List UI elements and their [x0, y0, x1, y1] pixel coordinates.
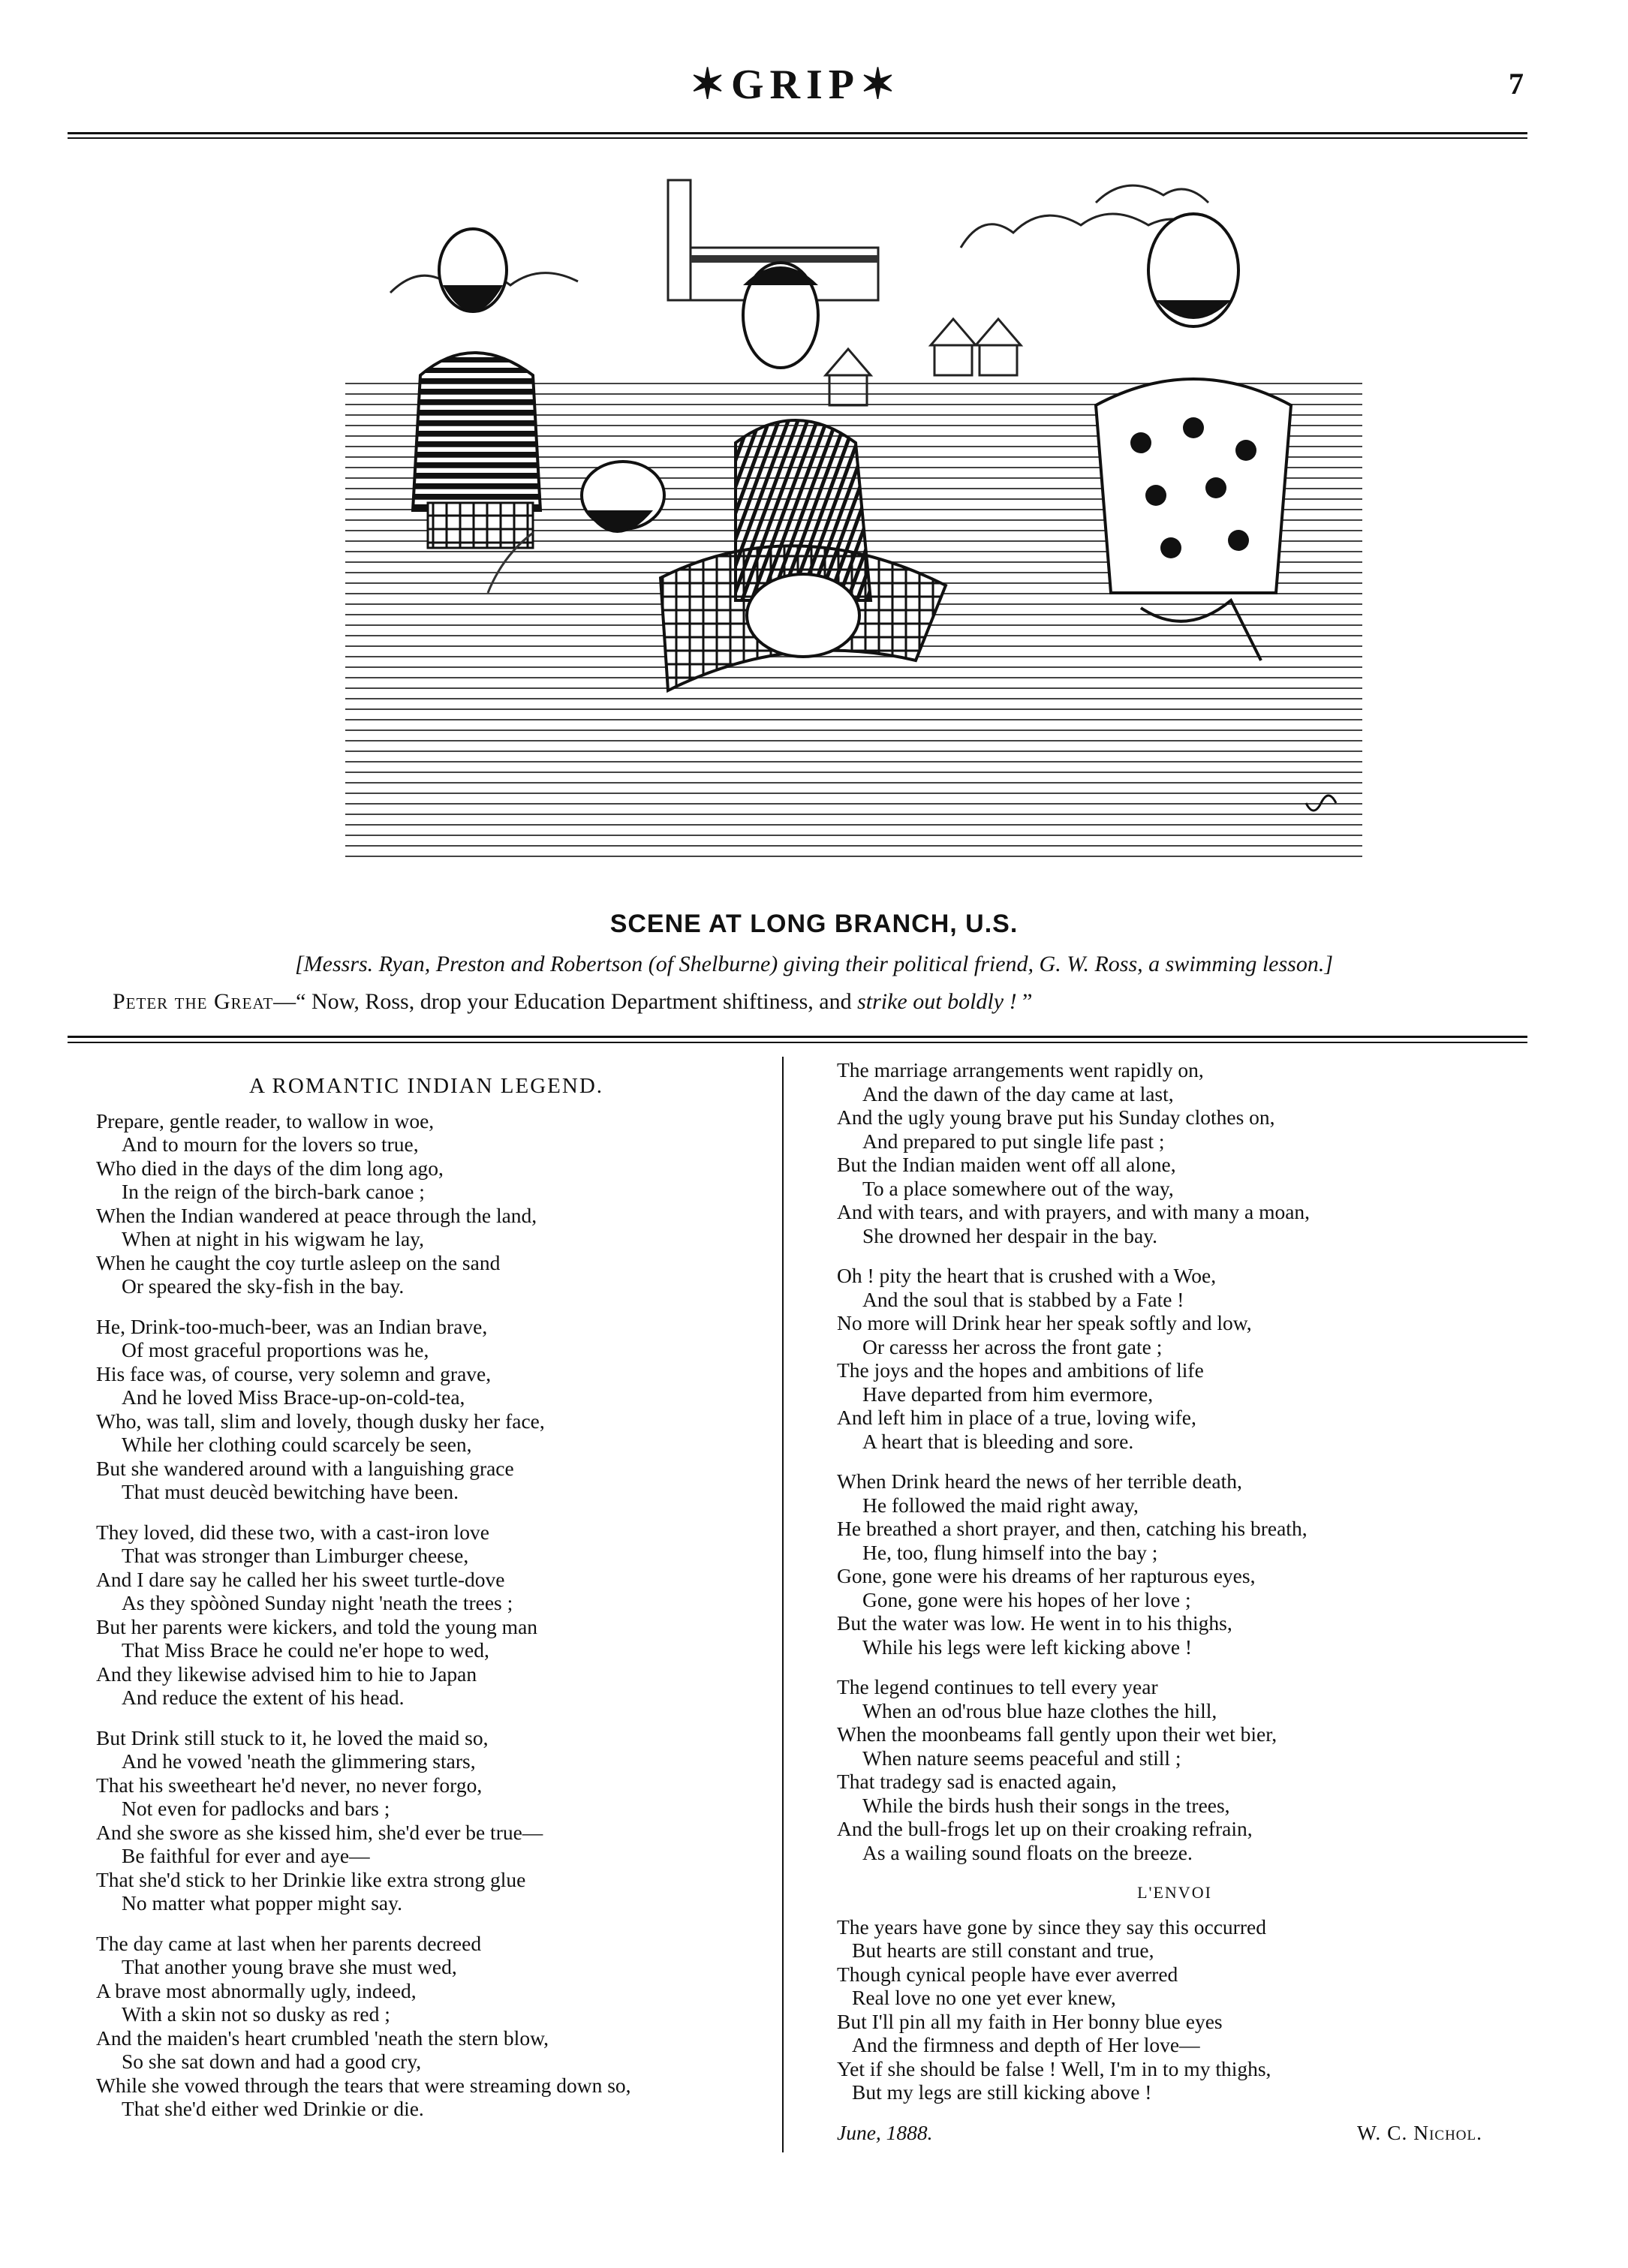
- poem-line: Or speared the sky-fish in the bay.: [122, 1274, 405, 1298]
- right-stanzas: [837, 1058, 1512, 1864]
- poem-line: When Drink heard the news of her terrible death,: [837, 1469, 1242, 1493]
- caption-quote-end: ”: [1016, 989, 1033, 1014]
- poem-line: And reduce the extent of his head.: [122, 1686, 405, 1709]
- poem-line: While the birds hush their songs in the trees,: [862, 1793, 1230, 1817]
- poem-line: And left him in place of a true, loving wife,: [837, 1406, 1196, 1429]
- poem-line: Gone, gone were his dreams of her rapturous eyes,: [837, 1564, 1256, 1587]
- poem-line: In the reign of the birch-bark canoe ;: [122, 1180, 425, 1203]
- poem-line: So she sat down and had a good cry,: [122, 2050, 422, 2073]
- poem-line: As a wailing sound floats on the breeze.: [862, 1840, 1193, 1864]
- poem-line: But her parents were kickers, and told the young man: [96, 1614, 538, 1638]
- swimming-lesson-cartoon: [345, 158, 1362, 889]
- poem-line: When an od'rous blue haze clothes the hill,: [862, 1698, 1217, 1722]
- envoi-line: Yet if she should be false ! Well, I'm in to my thighs,: [837, 2056, 1271, 2080]
- envoi-line: Real love no one yet ever knew,: [852, 1986, 1116, 2009]
- poem-line: And he loved Miss Brace-up-on-cold-tea,: [122, 1385, 465, 1409]
- poem-line: That Miss Brace he could ne'er hope to wed,: [122, 1638, 489, 1662]
- poem-stanza: [96, 1932, 757, 2121]
- caption-rule-thin: [68, 1042, 1527, 1043]
- page-number: 7: [1509, 67, 1524, 101]
- poem-line: And to mourn for the lovers so true,: [122, 1132, 419, 1156]
- poem-line: And the dawn of the day came at last,: [862, 1081, 1174, 1105]
- envoi-line: But hearts are still constant and true,: [852, 1939, 1154, 1962]
- poem-line: The day came at last when her parents decreed: [96, 1931, 482, 1955]
- poem-line: And she swore as she kissed him, she'd ever be true—: [96, 1820, 543, 1844]
- poem-line: And the ugly young brave put his Sunday clothes on,: [837, 1105, 1275, 1129]
- cartoon-illustration: [345, 158, 1362, 889]
- poem-line: When the moonbeams fall gently upon their wet bier,: [837, 1722, 1277, 1746]
- envoi-line: But I'll pin all my faith in Her bonny blue eyes: [837, 2009, 1223, 2033]
- envoi-title: L'ENVOI: [1137, 1883, 1212, 1902]
- poem-line: Of most graceful proportions was he,: [122, 1338, 429, 1361]
- poem-line: Oh ! pity the heart that is crushed with a Woe,: [837, 1264, 1217, 1287]
- poem-line: The legend continues to tell every year: [837, 1675, 1158, 1698]
- left-stanzas: [96, 1109, 757, 2121]
- poem-line: That another young brave she must wed,: [122, 1955, 457, 1978]
- poem-line: Not even for padlocks and bars ;: [122, 1797, 390, 1820]
- envoi-lines: [837, 1915, 1512, 2104]
- poem-line: That she'd either wed Drinkie or die.: [122, 2097, 424, 2120]
- caption-note: [Messrs. Ryan, Preston and Robertson (of Shelburne) giving their political friend, G. W. Ross, a swimming lesson.]: [294, 952, 1333, 976]
- poem-line: When he caught the coy turtle asleep on the sand: [96, 1250, 501, 1274]
- poem-line: Or caresss her across the front gate ;: [862, 1334, 1163, 1358]
- poem-line: A brave most abnormally ugly, indeed,: [96, 1978, 417, 2002]
- poem-line: To a place somewhere out of the way,: [862, 1176, 1174, 1200]
- poem-title: A ROMANTIC INDIAN LEGEND.: [248, 1074, 604, 1098]
- poem-line: But the water was low. He went in to his thighs,: [837, 1611, 1232, 1635]
- poem-line: Who died in the days of the dim long ago,: [96, 1156, 444, 1180]
- caption-quote-text: —“ Now, Ross, drop your Education Department shiftiness, and: [273, 989, 858, 1014]
- poem-line: That must deucèd bewitching have been.: [122, 1480, 459, 1503]
- poem-line: Prepare, gentle reader, to wallow in woe,: [96, 1108, 435, 1132]
- poem-line: That she'd stick to her Drinkie like extra strong glue: [96, 1867, 526, 1891]
- poem-line: No more will Drink hear her speak softly and low,: [837, 1311, 1252, 1334]
- poem-line: And I dare say he called her his sweet turtle-dove: [96, 1567, 505, 1591]
- masthead-rule-thin: [68, 137, 1527, 139]
- poem-line: The marriage arrangements went rapidly on,: [837, 1058, 1204, 1081]
- poem-line: Who, was tall, slim and lovely, though dusky her face,: [96, 1409, 545, 1433]
- poem-stanza: [96, 1315, 757, 1504]
- signoff: [837, 2121, 1512, 2148]
- poem-line: And prepared to put single life past ;: [862, 1129, 1165, 1153]
- poem-line: That was stronger than Limburger cheese,: [122, 1544, 469, 1567]
- caption-title: SCENE AT LONG BRANCH, U.S.: [609, 910, 1019, 938]
- poem-line: But she wandered around with a languishing grace: [96, 1456, 514, 1480]
- poem-line: That his sweetheart he'd never, no never forgo,: [96, 1773, 483, 1797]
- poem-stanza: [96, 1109, 757, 1298]
- caption-quote-emphasis: strike out boldly !: [857, 989, 1017, 1014]
- poem-line: He breathed a short prayer, and then, catching his breath,: [837, 1517, 1308, 1540]
- poem-line: While her clothing could scarcely be seen,: [122, 1433, 472, 1456]
- poem-line: He, Drink-too-much-beer, was an Indian brave,: [96, 1314, 488, 1338]
- poem-line: When the Indian wandered at peace through the land,: [96, 1203, 537, 1227]
- poem-line: As they spòòned Sunday night 'neath the trees ;: [122, 1591, 513, 1614]
- poem-stanza: [837, 1058, 1512, 1247]
- envoi-line: Though cynical people have ever averred: [837, 1962, 1178, 1986]
- poem-line: And with tears, and with prayers, and with many a moan,: [837, 1200, 1311, 1223]
- poem-line: When at night in his wigwam he lay,: [122, 1227, 424, 1250]
- poem-stanza: [96, 1726, 757, 1915]
- poem-stanza: [837, 1469, 1512, 1659]
- poem-line: His face was, of course, very solemn and grave,: [96, 1361, 492, 1385]
- poem-line: While his legs were left kicking above !: [862, 1635, 1193, 1659]
- poem-line: With a skin not so dusky as red ;: [122, 2002, 390, 2026]
- poem-line: Gone, gone were his hopes of her love ;: [862, 1587, 1191, 1611]
- poem-line: Have departed from him evermore,: [862, 1382, 1154, 1406]
- poem-line: While she vowed through the tears that were streaming down so,: [96, 2073, 631, 2097]
- poem-stanza: [837, 1675, 1512, 1864]
- masthead-title: ✶GRIP✶: [690, 62, 901, 108]
- poem-stanza: [96, 1521, 757, 1710]
- envoi-stanza: [837, 1915, 1512, 2104]
- poem-line: And the soul that is stabbed by a Fate !: [862, 1287, 1184, 1311]
- poem-line: He followed the maid right away,: [862, 1493, 1139, 1517]
- poem-line: When nature seems peaceful and still ;: [862, 1746, 1181, 1770]
- envoi-line: And the firmness and depth of Her love—: [852, 2033, 1200, 2056]
- caption-quote: [113, 989, 1539, 1015]
- poem-line: And the maiden's heart crumbled 'neath the stern blow,: [96, 2026, 549, 2050]
- poem-line: Be faithful for ever and aye—: [122, 1844, 370, 1867]
- poem-line: And the bull-frogs let up on their croaking refrain,: [837, 1817, 1253, 1840]
- poem-line: But Drink still stuck to it, he loved the maid so,: [96, 1725, 489, 1749]
- caption-rule: [68, 1036, 1527, 1038]
- poem-line: And he vowed 'neath the glimmering stars,: [122, 1749, 476, 1773]
- poem-line: The joys and the hopes and ambitions of life: [837, 1358, 1204, 1382]
- masthead-rule: [68, 132, 1527, 134]
- poem-line: They loved, did these two, with a cast-iron love: [96, 1520, 489, 1544]
- envoi-line: But my legs are still kicking above !: [852, 2080, 1152, 2104]
- poem-line: And they likewise advised him to hie to Japan: [96, 1662, 477, 1686]
- masthead: [68, 60, 1524, 128]
- column-divider: [782, 1057, 784, 2152]
- poem-line: A heart that is bleeding and sore.: [862, 1429, 1134, 1453]
- left-column: [96, 1058, 757, 2137]
- envoi-line: The years have gone by since they say this occurred: [837, 1915, 1266, 1939]
- poem-line: She drowned her despair in the bay.: [862, 1223, 1158, 1247]
- poem-author: W. C. Nichol.: [1356, 2120, 1482, 2144]
- right-column: [837, 1058, 1512, 2148]
- poem-stanza: [837, 1264, 1512, 1453]
- poem-line: No matter what popper might say.: [122, 1891, 402, 1915]
- caption-speaker: Peter the Great: [113, 989, 274, 1014]
- poem-line: But the Indian maiden went off all alone,: [837, 1153, 1176, 1176]
- poem-date: June, 1888.: [837, 2120, 933, 2144]
- poem-line: That tradegy sad is enacted again,: [837, 1770, 1117, 1793]
- poem-line: He, too, flung himself into the bay ;: [862, 1540, 1158, 1564]
